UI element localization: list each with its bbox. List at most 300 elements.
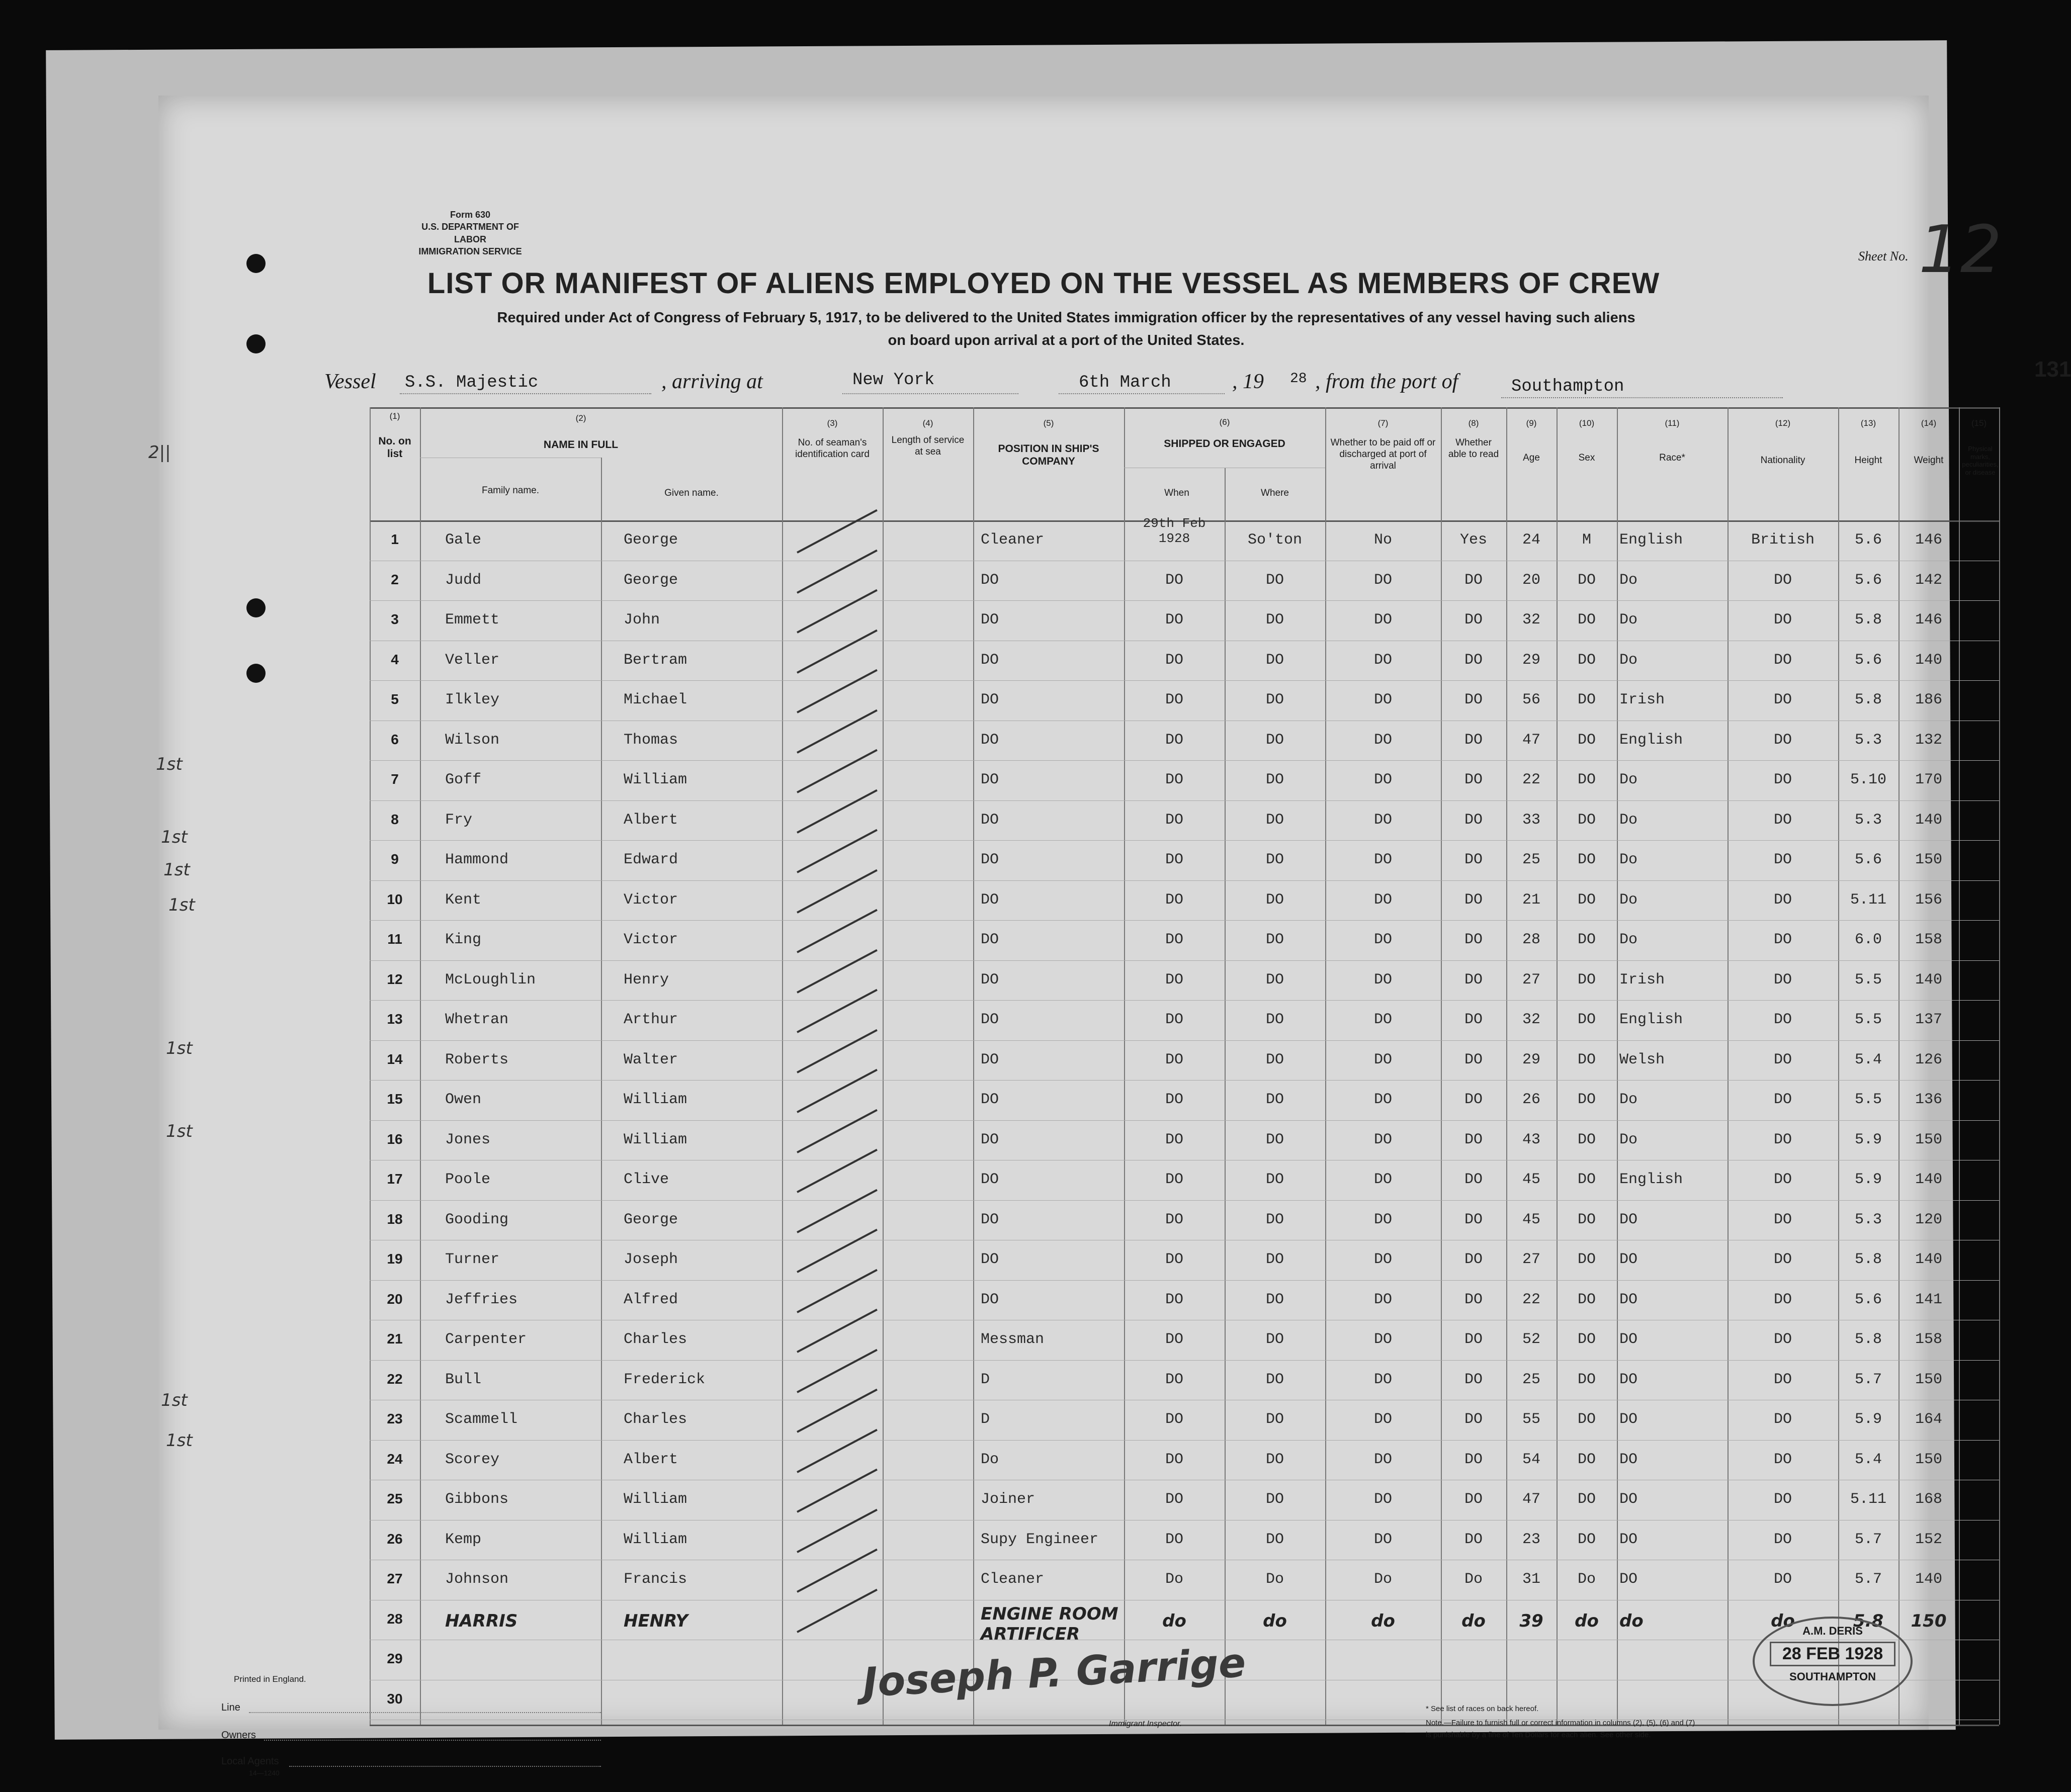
cell-given: Francis	[624, 1571, 687, 1588]
check-mark	[797, 549, 878, 593]
cell-race: English	[1619, 731, 1683, 749]
check-mark	[797, 789, 878, 833]
cell-height: 5.11	[1850, 891, 1886, 909]
cell-height: 5.6	[1854, 851, 1882, 868]
cell-age: 25	[1522, 1371, 1540, 1388]
cell-height: 5.6	[1854, 651, 1882, 669]
cell-family: Turner	[445, 1251, 500, 1268]
cell-when: DO	[1165, 1051, 1183, 1068]
cell-sex: DO	[1577, 651, 1596, 669]
cell-nat: DO	[1773, 1571, 1792, 1588]
stamp-top-text: A.M. DERIS	[1802, 1625, 1863, 1637]
cell-height: 5.8	[1854, 1251, 1882, 1268]
cell-age: 54	[1522, 1451, 1540, 1468]
col-2-given-header: Given name.	[664, 488, 719, 498]
cell-where: DO	[1265, 1411, 1284, 1428]
check-mark	[797, 1588, 878, 1633]
cell-sex: DO	[1577, 1291, 1596, 1308]
cell-where: DO	[1265, 571, 1284, 589]
cell-position: DO	[981, 1171, 999, 1188]
cell-race: DO	[1619, 1491, 1638, 1508]
subtitle-line-2: on board upon arrival at a port of the United States.	[888, 332, 1245, 348]
cell-nat: DO	[1773, 611, 1792, 629]
check-mark	[797, 589, 878, 634]
cell-race: DO	[1619, 1411, 1638, 1428]
cell-family: Whetran	[445, 1011, 509, 1028]
col-3-number: (3)	[827, 418, 838, 428]
cell-sex: DO	[1577, 1091, 1596, 1108]
cell-where: DO	[1265, 891, 1284, 909]
cell-when: DO	[1165, 1331, 1183, 1348]
cell-weight: 150	[1915, 851, 1942, 868]
cell-family: Veller	[445, 651, 500, 669]
cell-where: DO	[1265, 1491, 1284, 1508]
cell-given: Joseph	[624, 1251, 678, 1268]
cell-sex: DO	[1577, 571, 1596, 589]
cell-height: 5.3	[1854, 811, 1882, 829]
col-6-when-header: When	[1164, 488, 1189, 498]
margin-note: 1st	[166, 1121, 193, 1141]
check-mark	[797, 869, 878, 913]
cell-nat: DO	[1773, 571, 1792, 589]
cell-read: DO	[1464, 771, 1483, 788]
cell-read: DO	[1464, 1011, 1483, 1028]
cell-given: Henry	[624, 971, 669, 989]
cell-age: 28	[1522, 931, 1540, 948]
col-6-where-header: Where	[1261, 488, 1289, 498]
subtitle-line-1: Required under Act of Congress of February 5, 1917, to be delivered to the United States immigration officer by the representatives of any vessel having such aliens	[497, 310, 1635, 326]
agents-label: Local Agents	[221, 1756, 279, 1767]
cell-age: 45	[1522, 1211, 1540, 1228]
cell-family: Scammell	[445, 1411, 518, 1428]
cell-weight: 146	[1915, 531, 1942, 549]
col-15-header: Physical marks, peculiarities, or disease	[1962, 445, 1999, 476]
col-3-header: No. of seaman's identification card	[795, 437, 870, 460]
cell-where: DO	[1265, 851, 1284, 868]
cell-race: Do	[1619, 891, 1638, 909]
cell-nat: DO	[1773, 1331, 1792, 1348]
cell-position: DO	[981, 891, 999, 909]
cell-when: do	[1162, 1610, 1186, 1631]
cell-nat: DO	[1773, 771, 1792, 788]
cell-position: D	[981, 1371, 990, 1388]
cell-paid: DO	[1373, 1051, 1392, 1068]
margin-note: 1st	[168, 895, 195, 915]
row-number: 3	[391, 611, 399, 627]
cell-family: Emmett	[445, 611, 500, 629]
cell-when: DO	[1165, 731, 1183, 749]
col-8-number: (8)	[1468, 418, 1479, 428]
cell-when: DO	[1165, 611, 1183, 629]
cell-height: 5.8	[1854, 1331, 1882, 1348]
cell-family: Scorey	[445, 1451, 500, 1468]
margin-note: 2||	[148, 442, 171, 463]
cell-age: 52	[1522, 1331, 1540, 1348]
cell-read: DO	[1464, 691, 1483, 708]
row-number: 8	[391, 811, 399, 827]
cell-paid: DO	[1373, 1011, 1392, 1028]
cell-paid: DO	[1373, 811, 1392, 829]
check-mark	[797, 829, 878, 873]
cell-weight: 150	[1915, 1131, 1942, 1148]
cell-read: DO	[1464, 851, 1483, 868]
cell-race: Do	[1619, 1091, 1638, 1108]
cell-given: William	[624, 1531, 687, 1548]
cell-paid: DO	[1373, 651, 1392, 669]
cell-weight: 126	[1915, 1051, 1942, 1068]
cell-paid: DO	[1373, 931, 1392, 948]
cell-position: Messman	[981, 1331, 1045, 1348]
cell-race: do	[1619, 1610, 1644, 1631]
cell-given: Victor	[624, 931, 678, 948]
cell-weight: 186	[1915, 691, 1942, 708]
cell-age: 32	[1522, 1011, 1540, 1028]
row-number: 12	[387, 971, 403, 987]
cell-height: 5.9	[1854, 1131, 1882, 1148]
race-note: * See list of races on back hereof.	[1426, 1705, 1539, 1713]
cell-given: John	[624, 611, 660, 629]
cell-race: DO	[1619, 1211, 1638, 1228]
cell-race: Irish	[1619, 691, 1665, 708]
cell-paid: DO	[1373, 1371, 1392, 1388]
cell-read: DO	[1464, 731, 1483, 749]
cell-sex: DO	[1577, 1051, 1596, 1068]
cell-read: DO	[1464, 1491, 1483, 1508]
cell-nat: DO	[1773, 731, 1792, 749]
cell-sex: DO	[1577, 851, 1596, 868]
line-label: Line	[221, 1702, 240, 1713]
department-name: U.S. DEPARTMENT OF LABOR	[421, 222, 519, 244]
cell-weight: 136	[1915, 1091, 1942, 1108]
col-9-header: Age	[1523, 453, 1540, 463]
row-number: 25	[387, 1491, 403, 1506]
cell-paid: DO	[1373, 971, 1392, 989]
cell-given: Clive	[624, 1171, 669, 1188]
cell-given: William	[624, 1491, 687, 1508]
service-name: IMMIGRATION SERVICE	[418, 246, 522, 256]
cell-position: DO	[981, 811, 999, 829]
cell-nat: DO	[1773, 811, 1792, 829]
cell-given: Charles	[624, 1331, 687, 1348]
cell-nat: DO	[1773, 1291, 1792, 1308]
cell-nat: DO	[1773, 1051, 1792, 1068]
cell-family: Judd	[445, 571, 482, 589]
cell-paid: DO	[1373, 1251, 1392, 1268]
cell-position: ENGINE ROOM ARTIFICER	[981, 1603, 1118, 1645]
cell-position: DO	[981, 1211, 999, 1228]
row-number: 29	[387, 1651, 403, 1666]
cell-family: Gale	[445, 531, 482, 549]
cell-position: DO	[981, 1011, 999, 1028]
cell-nat: DO	[1773, 651, 1792, 669]
cell-sex: DO	[1577, 931, 1596, 948]
check-mark	[797, 909, 878, 953]
cell-age: 26	[1522, 1091, 1540, 1108]
col-14-number: (14)	[1921, 418, 1937, 428]
cell-age: 23	[1522, 1531, 1540, 1548]
col-14-header: Weight	[1914, 455, 1944, 466]
cell-height: 5.8	[1854, 691, 1882, 708]
cell-race: Welsh	[1619, 1051, 1665, 1068]
cell-family: HARRIS	[445, 1610, 518, 1631]
cell-read: DO	[1464, 931, 1483, 948]
row-number: 14	[387, 1051, 403, 1067]
cell-age: 21	[1522, 891, 1540, 909]
cell-height: 5.7	[1854, 1571, 1882, 1588]
row-number: 28	[387, 1610, 403, 1627]
arriving-label: , arriving at	[661, 370, 763, 393]
cell-when: 29th Feb 1928	[1143, 516, 1206, 546]
cell-height: 5.6	[1854, 1291, 1882, 1308]
subtitle	[350, 307, 1783, 352]
cell-where: DO	[1265, 1371, 1284, 1388]
printed-note: Printed in England.	[234, 1674, 306, 1684]
cell-family: Gibbons	[445, 1491, 509, 1508]
cell-position: DO	[981, 931, 999, 948]
row-number: 18	[387, 1211, 403, 1227]
cell-when: DO	[1165, 1531, 1183, 1548]
cell-nat: DO	[1773, 891, 1792, 909]
cell-read: DO	[1464, 1451, 1483, 1468]
cell-weight: 132	[1915, 731, 1942, 749]
check-mark	[797, 1389, 878, 1433]
cell-race: DO	[1619, 1251, 1638, 1268]
col-11-number: (11)	[1665, 418, 1680, 428]
cell-family: Jones	[445, 1131, 491, 1148]
cell-position: DO	[981, 571, 999, 589]
cell-sex: DO	[1577, 1251, 1596, 1268]
cell-race: DO	[1619, 1371, 1638, 1388]
cell-family: Johnson	[445, 1571, 509, 1588]
cell-read: DO	[1464, 611, 1483, 629]
cell-position: DO	[981, 771, 999, 788]
cell-age: 25	[1522, 851, 1540, 868]
cell-position: DO	[981, 851, 999, 868]
row-number: 17	[387, 1171, 403, 1187]
col-10-header: Sex	[1578, 453, 1595, 463]
row-number: 4	[391, 651, 399, 667]
check-mark	[797, 949, 878, 993]
cell-family: Goff	[445, 771, 482, 788]
page-title: LIST OR MANIFEST OF ALIENS EMPLOYED ON THE VESSEL AS MEMBERS OF CREW	[427, 267, 1660, 300]
cell-when: DO	[1165, 1451, 1183, 1468]
cell-paid: DO	[1373, 1491, 1392, 1508]
cell-height: 5.6	[1854, 531, 1882, 549]
cell-given: George	[624, 1211, 678, 1228]
cell-age: 27	[1522, 1251, 1540, 1268]
cell-when: DO	[1165, 571, 1183, 589]
cell-race: DO	[1619, 1531, 1638, 1548]
check-mark	[797, 1309, 878, 1353]
check-mark	[797, 1189, 878, 1233]
cell-position: Joiner	[981, 1491, 1036, 1508]
cell-where: DO	[1265, 971, 1284, 989]
cell-sex: DO	[1577, 771, 1596, 788]
stamp-bottom-text: SOUTHAMPTON	[1789, 1670, 1876, 1683]
cell-given: Albert	[624, 1451, 678, 1468]
cell-sex: DO	[1577, 1371, 1596, 1388]
cell-age: 45	[1522, 1171, 1540, 1188]
cell-nat: DO	[1773, 1411, 1792, 1428]
col-1-header: No. on list	[378, 435, 411, 460]
sheet-label: Sheet No.	[1858, 249, 1909, 263]
cell-weight: 140	[1915, 651, 1942, 669]
cell-paid: DO	[1373, 1091, 1392, 1108]
check-mark	[797, 1149, 878, 1193]
cell-paid: DO	[1373, 1451, 1392, 1468]
cell-family: McLoughlin	[445, 971, 536, 989]
cell-weight: 120	[1915, 1211, 1942, 1228]
cell-given: Walter	[624, 1051, 678, 1068]
cell-nat: DO	[1773, 1091, 1792, 1108]
cell-given: Arthur	[624, 1011, 678, 1028]
cell-paid: No	[1373, 531, 1392, 549]
cell-when: DO	[1165, 1291, 1183, 1308]
col-8-header: Whether able to read	[1448, 437, 1499, 460]
cell-age: 55	[1522, 1411, 1540, 1428]
cell-when: DO	[1165, 1131, 1183, 1148]
cell-paid: DO	[1373, 1291, 1392, 1308]
cell-when: DO	[1165, 891, 1183, 909]
cell-sex: M	[1582, 531, 1591, 549]
inspector-signature: Joseph P. Garrige	[861, 1639, 1247, 1706]
margin-note: 1st	[166, 1038, 193, 1058]
cell-race: DO	[1619, 1451, 1638, 1468]
col-2-number: (2)	[575, 413, 586, 423]
cell-age: 31	[1522, 1571, 1540, 1588]
cell-read: DO	[1464, 1411, 1483, 1428]
cell-where: DO	[1265, 1011, 1284, 1028]
check-mark	[797, 1349, 878, 1393]
cell-position: DO	[981, 971, 999, 989]
row-number: 30	[387, 1690, 403, 1707]
cell-sex: DO	[1577, 1331, 1596, 1348]
cell-when: DO	[1165, 1491, 1183, 1508]
check-mark	[797, 1229, 878, 1273]
sheet-number: 12	[1919, 211, 2002, 288]
cell-sex: DO	[1577, 971, 1596, 989]
row-number: 19	[387, 1251, 403, 1267]
col-4-header: Length of service at sea	[891, 435, 965, 457]
row-number: 7	[391, 771, 399, 787]
cell-paid: DO	[1373, 731, 1392, 749]
cell-where: DO	[1265, 811, 1284, 829]
cell-race: DO	[1619, 1291, 1638, 1308]
cell-given: Charles	[624, 1411, 687, 1428]
row-number: 9	[391, 851, 399, 867]
col-5-header: POSITION IN SHIP'S COMPANY	[998, 443, 1099, 468]
cell-paid: DO	[1373, 1171, 1392, 1188]
cell-paid: Do	[1373, 1571, 1392, 1588]
cell-weight: 140	[1915, 1571, 1942, 1588]
col-1-number: (1)	[389, 411, 400, 421]
cell-sex: DO	[1577, 731, 1596, 749]
cell-family: Ilkley	[445, 691, 500, 708]
cell-height: 5.4	[1854, 1451, 1882, 1468]
cell-read: DO	[1464, 1371, 1483, 1388]
col-15-number: (15)	[1971, 418, 1987, 428]
cell-nat: British	[1751, 531, 1815, 549]
cell-height: 5.8	[1854, 611, 1882, 629]
cell-age: 27	[1522, 971, 1540, 989]
from-label: , from the port of	[1315, 370, 1458, 393]
cell-height: 5.3	[1854, 731, 1882, 749]
cell-nat: DO	[1773, 1211, 1792, 1228]
cell-weight: 170	[1915, 771, 1942, 788]
cell-weight: 150	[1915, 1451, 1942, 1468]
cell-height: 5.10	[1850, 771, 1886, 788]
cell-where: DO	[1265, 1531, 1284, 1548]
margin-note: 1st	[166, 1430, 193, 1451]
check-mark	[797, 749, 878, 793]
cell-sex: DO	[1577, 811, 1596, 829]
cell-when: DO	[1165, 931, 1183, 948]
cell-weight: 140	[1915, 811, 1942, 829]
cell-paid: DO	[1373, 1131, 1392, 1148]
cell-given: Victor	[624, 891, 678, 909]
cell-sex: Do	[1577, 1571, 1596, 1588]
cell-sex: DO	[1577, 611, 1596, 629]
vessel-name: S.S. Majestic	[405, 373, 539, 392]
cell-age: 56	[1522, 691, 1540, 708]
cell-weight: 150	[1911, 1610, 1947, 1631]
cell-age: 43	[1522, 1131, 1540, 1148]
cell-age: 24	[1522, 531, 1540, 549]
cell-sex: DO	[1577, 1211, 1596, 1228]
cell-where: DO	[1265, 731, 1284, 749]
agents-code: 14—1240	[249, 1769, 280, 1777]
cell-height: 5.9	[1854, 1411, 1882, 1428]
cell-nat: DO	[1773, 1531, 1792, 1548]
cell-read: do	[1461, 1610, 1486, 1631]
cell-age: 29	[1522, 1051, 1540, 1068]
check-mark	[797, 1109, 878, 1153]
cell-position: Do	[981, 1451, 999, 1468]
cell-family: Hammond	[445, 851, 509, 868]
cell-sex: DO	[1577, 1171, 1596, 1188]
check-mark	[797, 1549, 878, 1593]
cell-position: DO	[981, 691, 999, 708]
cell-age: 20	[1522, 571, 1540, 589]
cell-race: Do	[1619, 651, 1638, 669]
row-number: 24	[387, 1451, 403, 1467]
cell-sex: DO	[1577, 891, 1596, 909]
row-number: 10	[387, 891, 403, 907]
cell-weight: 137	[1915, 1011, 1942, 1028]
cell-paid: DO	[1373, 1211, 1392, 1228]
cell-read: DO	[1464, 1331, 1483, 1348]
cell-read: DO	[1464, 1531, 1483, 1548]
cell-nat: DO	[1773, 1451, 1792, 1468]
cell-age: 22	[1522, 1291, 1540, 1308]
cell-sex: DO	[1577, 1491, 1596, 1508]
cell-read: DO	[1464, 651, 1483, 669]
cell-read: DO	[1464, 1171, 1483, 1188]
cell-position: Cleaner	[981, 531, 1045, 549]
cell-when: DO	[1165, 851, 1183, 868]
cell-when: DO	[1165, 1091, 1183, 1108]
departure-port: Southampton	[1511, 377, 1624, 396]
cell-race: Irish	[1619, 971, 1665, 989]
margin-note: 1st	[163, 860, 190, 880]
col-10-number: (10)	[1579, 418, 1595, 428]
cell-family: Fry	[445, 811, 473, 829]
cell-where: do	[1263, 1610, 1287, 1631]
cell-position: D	[981, 1411, 990, 1428]
cell-race: English	[1619, 531, 1683, 549]
cell-age: 47	[1522, 1491, 1540, 1508]
cell-paid: DO	[1373, 1331, 1392, 1348]
